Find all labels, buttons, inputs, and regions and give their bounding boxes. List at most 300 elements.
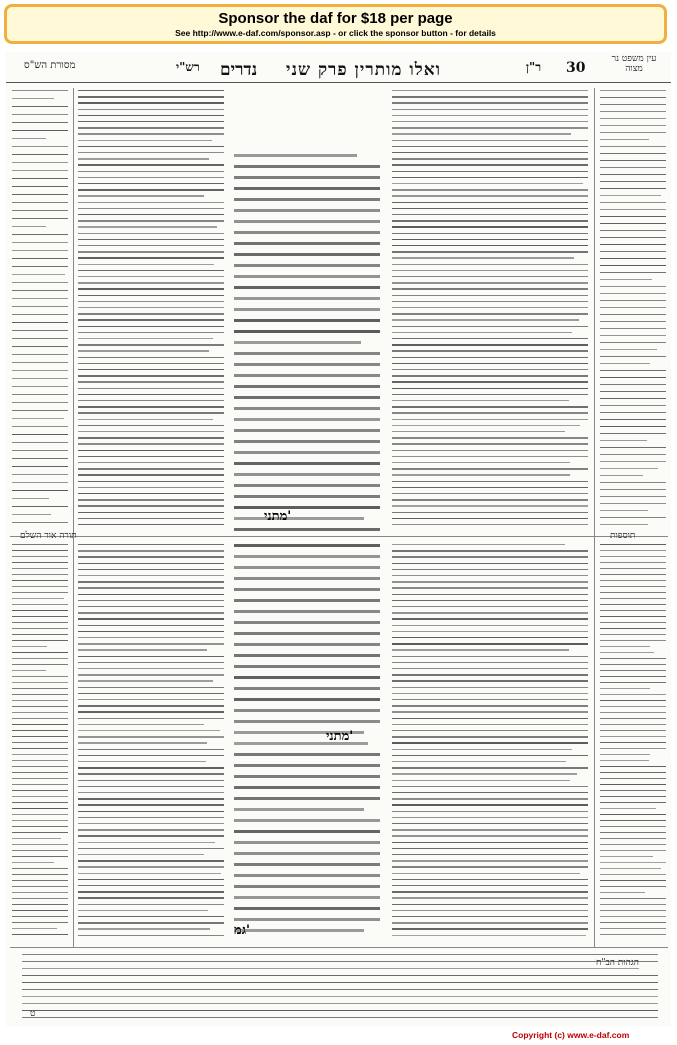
text-line bbox=[392, 866, 588, 867]
text-line bbox=[392, 264, 588, 265]
text-line bbox=[234, 676, 380, 679]
text-line bbox=[600, 384, 666, 385]
text-line bbox=[392, 158, 588, 159]
copyright-notice[interactable]: Copyright (c) www.e-daf.com bbox=[512, 1030, 630, 1040]
text-line bbox=[78, 171, 224, 172]
text-line bbox=[78, 625, 224, 626]
text-line bbox=[392, 487, 588, 488]
text-line bbox=[78, 115, 224, 116]
text-line bbox=[392, 786, 588, 787]
text-line bbox=[600, 910, 666, 911]
text-line bbox=[234, 808, 364, 811]
text-line bbox=[392, 102, 588, 103]
text-line bbox=[12, 202, 68, 203]
text-line bbox=[600, 664, 666, 665]
text-line bbox=[12, 418, 64, 419]
text-line bbox=[392, 879, 588, 880]
tractate-name: נדרים bbox=[220, 60, 258, 80]
text-line bbox=[392, 239, 588, 240]
text-line bbox=[78, 618, 224, 619]
text-line bbox=[78, 817, 224, 818]
text-line bbox=[78, 885, 224, 886]
text-line bbox=[12, 874, 68, 875]
text-line bbox=[12, 922, 68, 923]
text-line bbox=[392, 133, 571, 134]
text-line bbox=[392, 127, 588, 128]
text-line bbox=[600, 279, 652, 280]
text-line bbox=[234, 253, 380, 256]
text-line bbox=[78, 140, 212, 141]
text-line bbox=[600, 230, 666, 231]
mishna-marker: מתני' bbox=[326, 729, 354, 744]
text-line bbox=[12, 562, 68, 563]
text-line bbox=[78, 264, 214, 265]
text-line bbox=[392, 301, 588, 302]
text-line bbox=[12, 346, 68, 347]
text-line bbox=[12, 670, 46, 671]
text-line bbox=[600, 676, 666, 677]
text-line bbox=[78, 835, 224, 836]
text-line bbox=[12, 282, 68, 283]
talmud-page bbox=[6, 52, 671, 1027]
text-line bbox=[392, 400, 569, 401]
text-line bbox=[78, 662, 224, 663]
text-line bbox=[392, 425, 580, 426]
text-line bbox=[392, 338, 588, 339]
ran-commentary-lower bbox=[390, 542, 590, 942]
text-line bbox=[78, 450, 224, 451]
text-line bbox=[234, 566, 380, 569]
text-line bbox=[600, 712, 666, 713]
text-line bbox=[12, 748, 68, 749]
text-line bbox=[234, 495, 380, 498]
text-line bbox=[78, 742, 207, 743]
text-line bbox=[78, 313, 224, 314]
text-line bbox=[12, 544, 68, 545]
text-line bbox=[600, 634, 666, 635]
text-line bbox=[392, 313, 588, 314]
sponsor-banner[interactable] bbox=[4, 4, 667, 44]
text-line bbox=[600, 132, 666, 133]
text-line bbox=[12, 838, 61, 839]
text-line bbox=[12, 622, 68, 623]
text-line bbox=[12, 122, 68, 123]
text-line bbox=[392, 625, 588, 626]
text-line bbox=[600, 468, 658, 469]
text-line bbox=[600, 868, 661, 869]
text-line bbox=[600, 321, 666, 322]
text-line bbox=[392, 140, 588, 141]
text-line bbox=[12, 676, 68, 677]
text-line bbox=[22, 1017, 658, 1018]
tosafot-column-right bbox=[598, 542, 668, 942]
text-line bbox=[392, 115, 588, 116]
text-line bbox=[78, 922, 224, 923]
text-line bbox=[12, 718, 68, 719]
text-line bbox=[392, 183, 583, 184]
text-line bbox=[78, 705, 224, 706]
text-line bbox=[78, 245, 224, 246]
text-line bbox=[600, 398, 666, 399]
text-line bbox=[78, 848, 224, 849]
text-line bbox=[234, 753, 380, 756]
text-line bbox=[234, 187, 380, 190]
sponsor-title[interactable]: Sponsor the daf for $18 per page bbox=[218, 10, 453, 27]
text-line bbox=[78, 798, 224, 799]
text-line bbox=[234, 665, 380, 668]
text-line bbox=[392, 146, 588, 147]
text-line bbox=[12, 274, 65, 275]
hagahot-label: הגהות הב"ח bbox=[596, 958, 639, 968]
text-line bbox=[392, 295, 588, 296]
text-line bbox=[12, 354, 68, 355]
text-line bbox=[392, 829, 588, 830]
text-line bbox=[234, 654, 380, 657]
text-line bbox=[600, 510, 648, 511]
text-line bbox=[392, 406, 588, 407]
text-line bbox=[600, 742, 666, 743]
text-line bbox=[600, 622, 666, 623]
text-line bbox=[392, 171, 588, 172]
text-line bbox=[12, 370, 68, 371]
text-line bbox=[234, 462, 380, 465]
text-line bbox=[392, 468, 588, 469]
text-line bbox=[12, 682, 68, 683]
text-line bbox=[234, 528, 380, 531]
text-line bbox=[600, 832, 666, 833]
text-line bbox=[12, 742, 68, 743]
text-line bbox=[78, 897, 224, 898]
text-line bbox=[600, 610, 666, 611]
text-line bbox=[392, 811, 588, 812]
text-line bbox=[392, 680, 588, 681]
text-line bbox=[234, 440, 380, 443]
text-line bbox=[600, 820, 666, 821]
text-line bbox=[78, 96, 224, 97]
text-line bbox=[392, 109, 588, 110]
text-line bbox=[234, 209, 380, 212]
text-line bbox=[234, 484, 380, 487]
text-line bbox=[12, 910, 68, 911]
text-line bbox=[234, 610, 380, 613]
text-line bbox=[600, 440, 647, 441]
text-line bbox=[12, 694, 68, 695]
text-line bbox=[600, 556, 666, 557]
text-line bbox=[12, 754, 68, 755]
text-line bbox=[78, 891, 224, 892]
text-line bbox=[12, 506, 68, 507]
text-line bbox=[600, 209, 666, 210]
text-line bbox=[12, 234, 68, 235]
text-line bbox=[12, 916, 68, 917]
text-line bbox=[600, 550, 666, 551]
text-line bbox=[392, 394, 588, 395]
text-line bbox=[234, 363, 380, 366]
text-line bbox=[234, 165, 380, 168]
gemara-text-lower bbox=[232, 542, 382, 942]
text-line bbox=[234, 885, 380, 888]
text-line bbox=[12, 802, 68, 803]
text-line bbox=[600, 616, 666, 617]
text-line bbox=[600, 730, 666, 731]
text-line bbox=[78, 499, 224, 500]
mishna-marker-upper: מתני' bbox=[264, 509, 292, 524]
text-line bbox=[78, 854, 204, 855]
text-line bbox=[234, 599, 380, 602]
text-line bbox=[234, 154, 357, 157]
text-line bbox=[600, 426, 666, 427]
text-line bbox=[392, 885, 588, 886]
text-line bbox=[392, 823, 588, 824]
text-line bbox=[234, 297, 380, 300]
text-line bbox=[392, 575, 588, 576]
text-line bbox=[78, 755, 224, 756]
text-line bbox=[78, 612, 224, 613]
text-line bbox=[12, 832, 68, 833]
text-line bbox=[392, 121, 588, 122]
text-line bbox=[600, 778, 666, 779]
text-line bbox=[392, 544, 565, 545]
text-line bbox=[600, 433, 666, 434]
text-line bbox=[78, 481, 224, 482]
text-line bbox=[12, 574, 68, 575]
text-line bbox=[600, 181, 666, 182]
text-line bbox=[600, 688, 650, 689]
text-line bbox=[12, 856, 68, 857]
text-line bbox=[600, 307, 666, 308]
text-line bbox=[600, 202, 666, 203]
text-line bbox=[392, 208, 588, 209]
text-line bbox=[600, 736, 666, 737]
text-line bbox=[78, 177, 224, 178]
text-line bbox=[600, 153, 666, 154]
text-line bbox=[22, 996, 658, 997]
text-line bbox=[78, 276, 224, 277]
text-line bbox=[78, 363, 224, 364]
text-line bbox=[392, 587, 588, 588]
text-line bbox=[600, 772, 666, 773]
text-line bbox=[234, 588, 380, 591]
text-line bbox=[600, 265, 666, 266]
text-line bbox=[234, 709, 380, 712]
text-line bbox=[78, 505, 224, 506]
text-line bbox=[12, 646, 47, 647]
text-line bbox=[78, 656, 224, 657]
text-line bbox=[78, 674, 224, 675]
text-line bbox=[78, 326, 224, 327]
text-line bbox=[12, 610, 68, 611]
text-line bbox=[12, 628, 68, 629]
text-line bbox=[234, 517, 364, 520]
text-line bbox=[78, 102, 224, 103]
text-line bbox=[600, 628, 666, 629]
text-line bbox=[78, 730, 220, 731]
text-line bbox=[78, 338, 213, 339]
text-line bbox=[234, 264, 380, 267]
text-line bbox=[600, 377, 666, 378]
text-line bbox=[600, 293, 666, 294]
text-line bbox=[78, 90, 224, 91]
text-line bbox=[600, 454, 666, 455]
text-line bbox=[22, 982, 658, 983]
text-line bbox=[78, 239, 224, 240]
text-line bbox=[600, 272, 666, 273]
column-divider bbox=[594, 88, 595, 948]
text-line bbox=[234, 418, 380, 421]
text-line bbox=[12, 362, 68, 363]
text-line bbox=[392, 935, 586, 936]
text-line bbox=[234, 863, 380, 866]
text-line bbox=[12, 466, 68, 467]
text-line bbox=[392, 637, 588, 638]
text-line bbox=[78, 183, 224, 184]
text-line bbox=[78, 916, 224, 917]
text-line bbox=[22, 961, 658, 962]
text-line bbox=[12, 586, 68, 587]
text-line bbox=[78, 842, 215, 843]
text-line bbox=[392, 220, 588, 221]
text-line bbox=[600, 335, 666, 336]
text-line bbox=[392, 214, 588, 215]
text-line bbox=[600, 838, 666, 839]
text-line bbox=[78, 158, 209, 159]
text-line bbox=[600, 826, 666, 827]
text-line bbox=[78, 257, 224, 258]
gemara-marker: גמ' bbox=[234, 923, 250, 938]
text-line bbox=[392, 835, 588, 836]
text-line bbox=[12, 700, 68, 701]
text-line bbox=[78, 637, 224, 638]
text-line bbox=[78, 866, 224, 867]
text-line bbox=[392, 443, 588, 444]
text-line bbox=[78, 761, 206, 762]
text-line bbox=[78, 152, 224, 153]
text-line bbox=[600, 856, 653, 857]
ran-header: ר"ן bbox=[526, 60, 542, 74]
text-line bbox=[392, 693, 588, 694]
text-line bbox=[12, 266, 68, 267]
text-line bbox=[234, 220, 380, 223]
sponsor-subtitle[interactable]: See http://www.e-daf.com/sponsor.asp - or click the sponsor button - for details bbox=[175, 28, 496, 38]
text-line bbox=[78, 394, 224, 395]
text-line bbox=[234, 577, 380, 580]
text-line bbox=[234, 341, 361, 344]
text-line bbox=[12, 844, 68, 845]
text-line bbox=[78, 829, 224, 830]
text-line bbox=[22, 989, 658, 990]
text-line bbox=[78, 550, 224, 551]
text-line bbox=[600, 904, 666, 905]
text-line bbox=[392, 412, 588, 413]
text-line bbox=[12, 886, 68, 887]
text-line bbox=[78, 581, 224, 582]
text-line bbox=[78, 860, 224, 861]
text-line bbox=[12, 736, 68, 737]
text-line bbox=[78, 631, 224, 632]
text-line bbox=[392, 792, 588, 793]
text-line bbox=[392, 90, 588, 91]
text-line bbox=[600, 244, 666, 245]
text-line bbox=[12, 724, 68, 725]
text-line bbox=[392, 904, 588, 905]
text-line bbox=[392, 668, 588, 669]
text-line bbox=[600, 482, 666, 483]
text-line bbox=[392, 606, 588, 607]
text-line bbox=[392, 189, 588, 190]
text-line bbox=[392, 512, 588, 513]
text-line bbox=[22, 975, 658, 976]
footnotes-block bbox=[20, 952, 660, 1022]
text-line bbox=[78, 668, 224, 669]
text-line bbox=[12, 378, 68, 379]
chapter-title: ואלו מותרין פרק שני bbox=[286, 60, 441, 80]
text-line bbox=[600, 174, 666, 175]
rashi-commentary-lower bbox=[76, 542, 226, 942]
text-line bbox=[392, 96, 588, 97]
text-line bbox=[78, 600, 224, 601]
text-line bbox=[600, 356, 666, 357]
text-line bbox=[392, 860, 588, 861]
text-line bbox=[78, 282, 224, 283]
text-line bbox=[392, 643, 588, 644]
text-line bbox=[78, 680, 213, 681]
text-line bbox=[600, 118, 666, 119]
text-line bbox=[12, 880, 68, 881]
text-line bbox=[392, 891, 588, 892]
text-line bbox=[234, 275, 380, 278]
text-line bbox=[600, 886, 666, 887]
text-line bbox=[600, 598, 666, 599]
text-line bbox=[234, 176, 380, 179]
text-line bbox=[234, 775, 380, 778]
text-line bbox=[392, 581, 588, 582]
text-line bbox=[392, 649, 569, 650]
text-line bbox=[600, 349, 657, 350]
text-line bbox=[78, 462, 224, 463]
text-line bbox=[392, 736, 588, 737]
text-line bbox=[234, 385, 380, 388]
text-line bbox=[600, 802, 666, 803]
text-line bbox=[600, 412, 666, 413]
text-line bbox=[78, 270, 224, 271]
text-line bbox=[12, 796, 68, 797]
text-line bbox=[78, 295, 224, 296]
text-line bbox=[12, 298, 68, 299]
text-line bbox=[600, 784, 666, 785]
text-line bbox=[12, 616, 68, 617]
rashi-commentary-upper bbox=[76, 88, 226, 528]
text-line bbox=[600, 223, 666, 224]
text-line bbox=[78, 711, 224, 712]
text-line bbox=[78, 556, 224, 557]
text-line bbox=[392, 319, 579, 320]
text-line bbox=[392, 152, 588, 153]
text-line bbox=[600, 328, 666, 329]
text-line bbox=[392, 749, 572, 750]
text-line bbox=[234, 473, 380, 476]
text-line bbox=[392, 456, 588, 457]
text-line bbox=[392, 854, 588, 855]
text-line bbox=[78, 563, 224, 564]
text-line bbox=[78, 935, 224, 936]
text-line bbox=[392, 618, 588, 619]
text-line bbox=[78, 524, 224, 525]
text-line bbox=[600, 700, 666, 701]
text-line bbox=[600, 760, 649, 761]
text-line bbox=[12, 138, 46, 139]
text-line bbox=[600, 97, 666, 98]
tosafot-label: תוספות bbox=[610, 531, 636, 541]
